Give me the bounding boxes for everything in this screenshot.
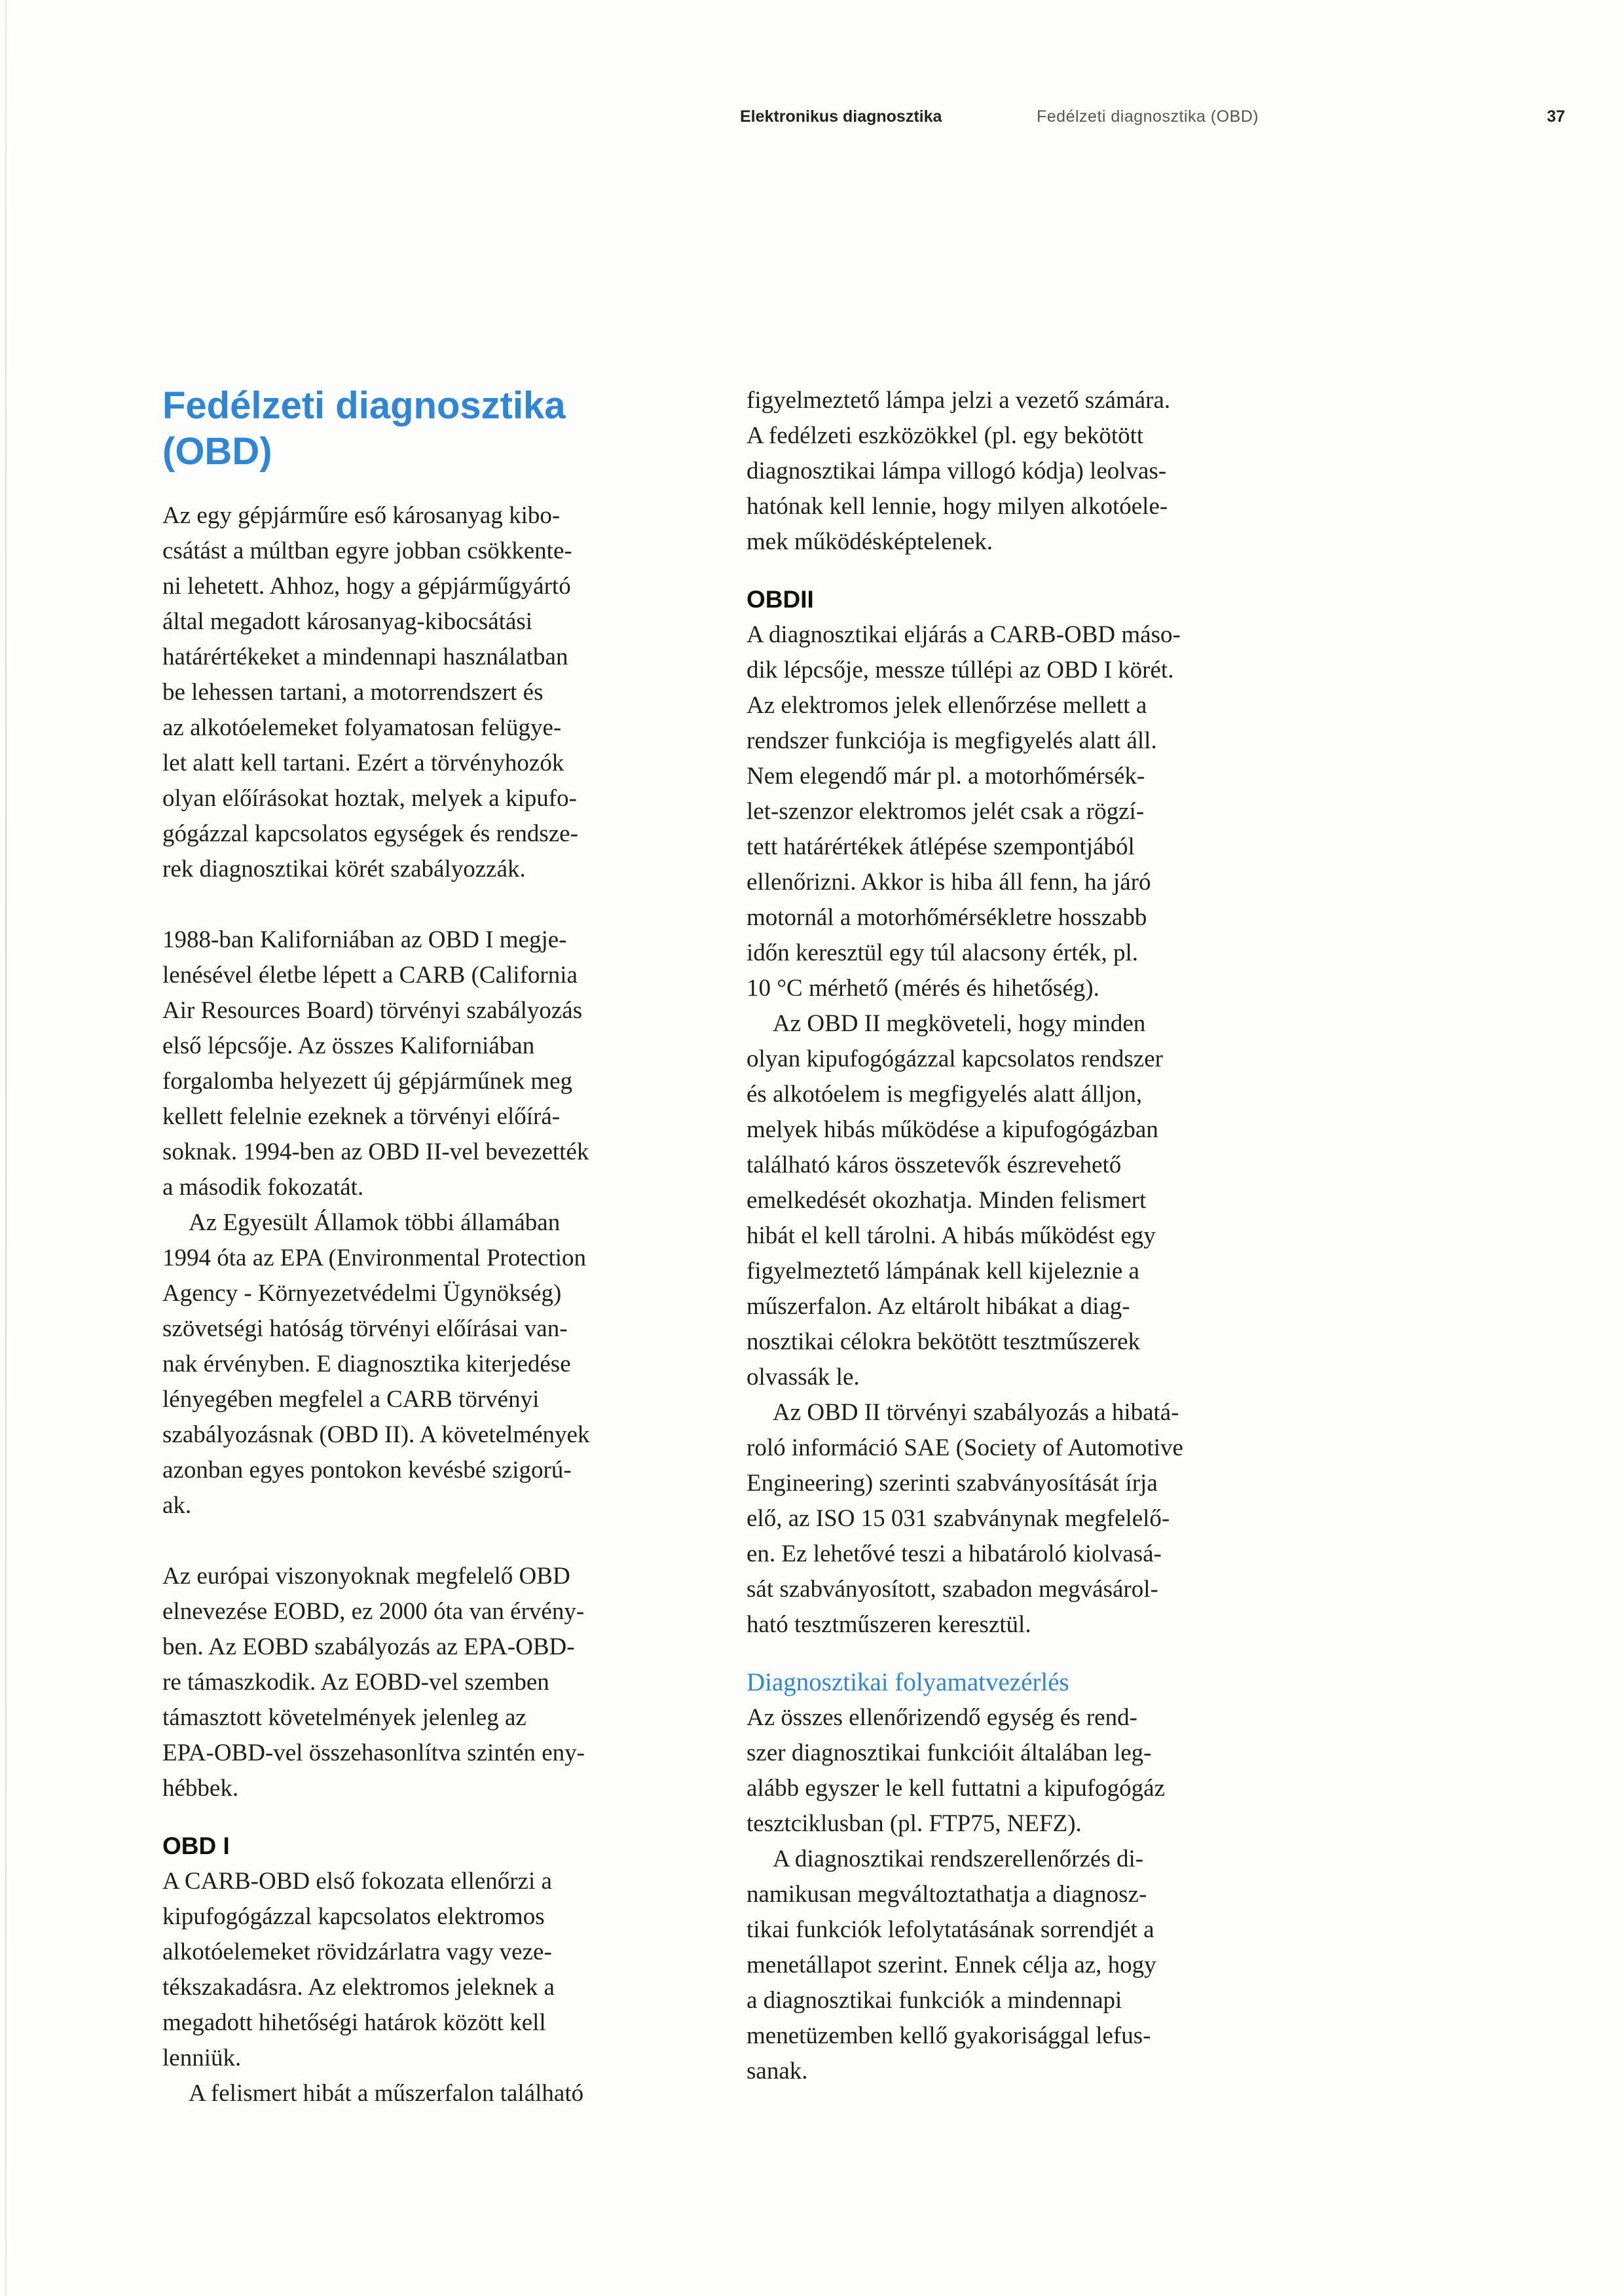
spacer — [162, 1806, 726, 1829]
spacer — [162, 887, 726, 922]
chapter-title: Elektronikus diagnosztika — [740, 107, 942, 126]
spacer — [747, 560, 1310, 582]
paragraph-process-control: Az összes ellenőrizendő egység és rend- szer diagnosztikai funkcióit általában leg- alább egyszer le kell futtatni a kipufogógáz tesztciklusban (pl. FTP75, NEFZ). — [747, 1704, 1166, 1837]
paragraph-obd2: A diagnosztikai eljárás a CARB-OBD máso- dik lépcsője, messze túllépi az OBD I körét. Az elektromos jelek ellenőrzése mellett a rendszer funkciója is megfigyelés alatt áll. Nem elegendő már pl. a motorhőmérsék- let-szenzor elektromos jelét csak a rögzí- tett határértékek átlépése szempontjából ellenőrizni. Akkor is hiba áll fenn, ha járó motornál a motorhőmérsékletre hosszabb időn keresztül egy túl alacsony érték, pl. 10 °C mérhető (mérés és hihetőség). — [747, 621, 1181, 1002]
section-title: Fedélzeti diagnosztika (OBD) — [1037, 107, 1259, 126]
paragraph-carb-history: 1988-ban Kaliforniában az OBD I megje- lenésével életbe lépett a CARB (California Air Resources Board) törvényi szabályozás első lépcsője. Az összes Kaliforniában forgalomba helyezett új gépjárműnek meg kellett felelnie ezeknek a törvényi előírá- soknak. 1994-ben az OBD II-vel bevezették a második fokozatát. — [162, 926, 589, 1201]
right-column — [747, 383, 1310, 2089]
paragraph-obd2-sae: Az OBD II törvényi szabályozás a hibatá- roló információ SAE (Society of Automotive Engineering) szerinti szabványosítását írja elő, az ISO 15 031 szabványnak megfelelő- en. Ez lehetővé teszi a hibatároló kiolvasá- sát szabványosított, szabadon megvásárol- ható tesztműszeren keresztül. — [747, 1399, 1183, 1638]
paragraph-obd1: A CARB-OBD első fokozata ellenőrzi a kipufogógázzal kapcsolatos elektromos alkotóelemeket rövidzárlatra vagy veze- tékszakadásra. Az elektromos jeleknek a megadott hihetőségi határok között kell lenniük. — [162, 1868, 555, 2071]
paragraph-system-check: A diagnosztikai rendszerellenőrzés di- namikusan megváltoztathatja a diagnosz- tikai funkciók lefolytatásának sorrendjét a menetállapot szerint. Ennek célja az, hogy a diagnosztikai funkciók a mindennapi menetüzemben kellő gyakorisággal lefus- sanak. — [747, 1846, 1156, 2085]
page-title: Fedélzeti diagnosztika (OBD) — [162, 384, 566, 473]
paragraph-obd1-lamp: A felismert hibát a műszerfalon található — [189, 2080, 584, 2107]
heading-obd1: OBD I — [162, 1832, 230, 1859]
left-column — [162, 383, 726, 2111]
paragraph-intro: Az egy gépjárműre eső károsanyag kibo- csátást a múltban egyre jobban csökkente- ni lehetett. Ahhoz, hogy a gépjárműgyártó által megadott károsanyag-kibocsátási határértékeket a mindennapi használatban be lehessen tartani, a motorrendszert és az alkotóelemeket folyamatosan felügye- let alatt kell tartani. Ezért a törvényhozók olyan előírásokat hoztak, melyek a kipufo- gógázzal kapcsolatos egységek és rendsze- rek diagnosztikai körét szabályozzák. — [162, 502, 578, 883]
scan-edge — [5, 0, 7, 2296]
paragraph-epa: Az Egyesült Államok többi államában 1994 óta az EPA (Environmental Protection Agency - Környezetvédelmi Ügynökség) szövetségi hatóság törvényi előírásai van- nak érvényben. E diagnosztika kiterjedése lényegében megfelel a CARB törvényi szabályozásnak (OBD II). A követelmények azonban egyes pontokon kevésbé szigorú- ak. — [162, 1209, 590, 1519]
paragraph-lamp-continued: figyelmeztető lámpa jelzi a vezető számára. A fedélzeti eszközökkel (pl. egy bekötött diagnosztikai lámpa villogó kódja) leolvas- hatónak kell lennie, hogy milyen alkotóele- mek működésképtelenek. — [747, 387, 1171, 555]
heading-obd2: OBDII — [747, 586, 814, 613]
page-number: 37 — [1547, 107, 1565, 126]
spacer — [162, 1523, 726, 1559]
paragraph-obd2-requirements: Az OBD II megköveteli, hogy minden olyan kipufogógázzal kapcsolatos rendszer és alkotóelem is megfigyelés alatt álljon, melyek hibás működése a kipufogógázban található káros összetevők észrevehető emelkedését okozhatja. Minden felismert hibát el kell tárolni. A hibás működést egy figyelmeztető lámpának kell kijeleznie a műszerfalon. Az eltárolt hibákat a diag- nosztikai célokra bekötött tesztműszerek olvassák le. — [747, 1010, 1163, 1391]
paragraph-eobd: Az európai viszonyoknak megfelelő OBD elnevezése EOBD, ez 2000 óta van érvény- ben. Az EOBD szabályozás az EPA-OBD- re támaszkodik. Az EOBD-vel szemben támasztott követelmények jelenleg az EPA-OBD-vel összehasonlítva szintén eny- hébbek. — [162, 1563, 585, 1802]
subheading-process-control: Diagnosztikai folyamatvezérlés — [747, 1668, 1069, 1696]
running-header — [740, 103, 1565, 130]
spacer — [747, 1643, 1310, 1665]
